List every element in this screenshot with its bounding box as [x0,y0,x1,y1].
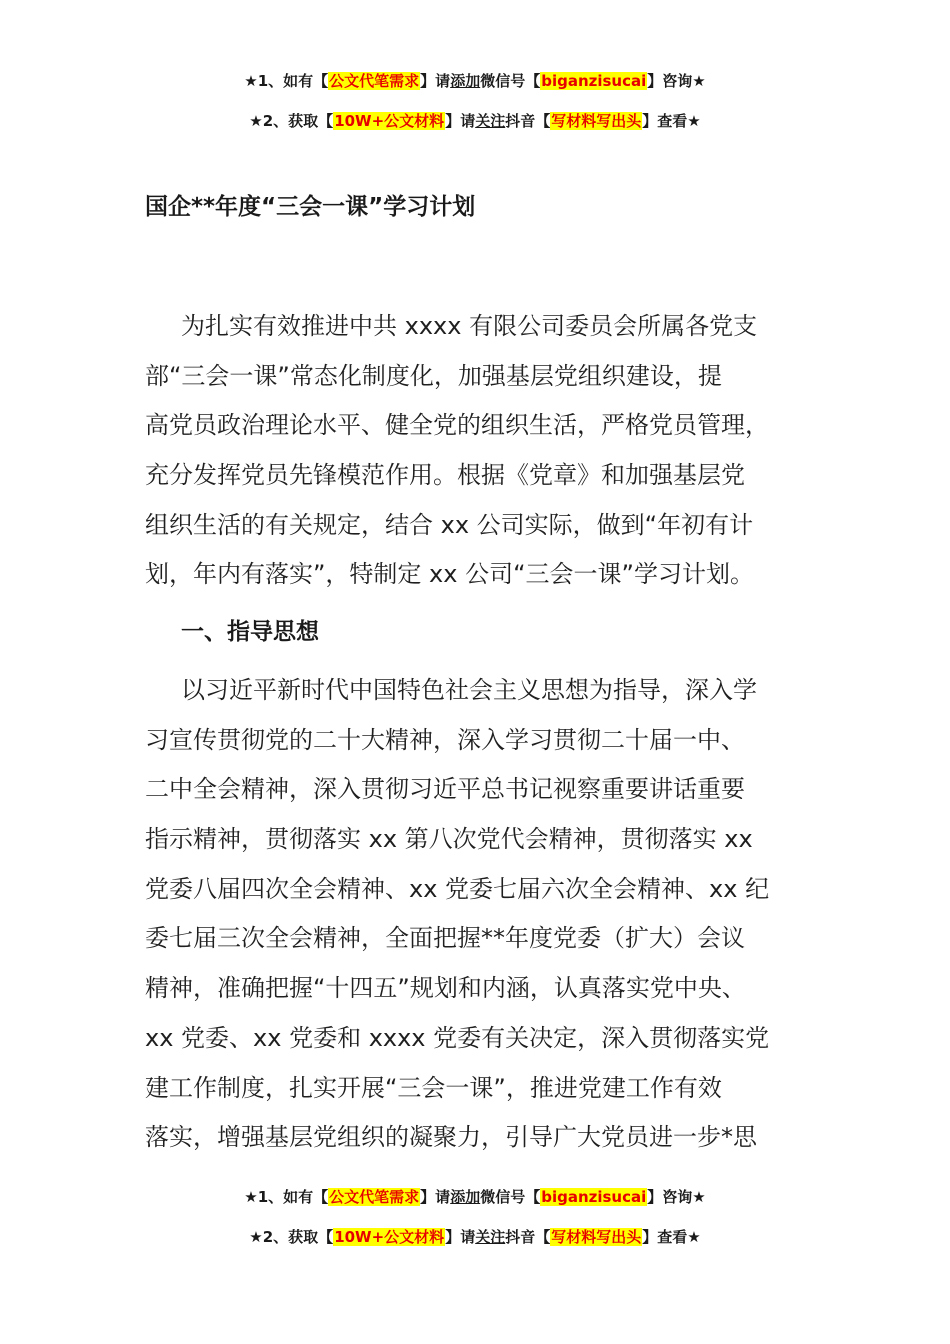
underlined-text: 添加 [450,1188,481,1206]
paragraph-line: 委七届三次全会精神，全面把握**年度党委（扩大）会议 [145,924,745,953]
highlighted-materials: 10W+公文材料 [334,112,445,130]
paragraph-line: 充分发挥党员先锋模范作用。根据《党章》和加强基层党 [145,461,745,490]
underlined-text: 关注 [475,1228,506,1246]
paragraph-line: 党委八届四次全会精神、xx 党委七届六次全会精神、xx 纪 [145,874,770,903]
wechat-id: biganzisucai [541,1188,647,1206]
paragraph-line: 精神，准确把握“十四五”规划和内涵，认真落实党中央、 [145,974,746,1003]
paragraph-line: 高党员政治理论水平、健全党的组织生活，严格党员管理， [145,411,769,440]
banner-text: 抖音【 [505,1228,551,1246]
document-title: 国企**年度“三会一课”学习计划 [145,194,476,220]
highlighted-service: 公文代笔需求 [329,72,420,90]
guiding-thought-paragraph [145,666,810,1163]
paragraph-line: 部“三会一课”常态化制度化，加强基层党组织建设，提 [145,361,722,390]
banner-text: 】咨询★ [647,72,706,90]
douyin-account: 写材料写出头 [551,112,642,130]
paragraph-line: 组织生活的有关规定，结合 xx 公司实际，做到“年初有计 [145,510,754,539]
section-heading-guiding-thought: 一、指导思想 [181,619,319,645]
highlighted-service: 公文代笔需求 [329,1188,420,1206]
banner-text: ★2、获取【 [249,112,334,130]
banner-text: 】请 [420,1188,451,1206]
banner-text: 】查看★ [642,112,701,130]
promo-banner-line-1 [0,1186,950,1208]
paragraph-line: 二中全会精神，深入贯彻习近平总书记视察重要讲话重要 [145,775,745,804]
highlighted-materials: 10W+公文材料 [334,1228,445,1246]
paragraph-line: xx 党委、xx 党委和 xxxx 党委有关决定，深入贯彻落实党 [145,1023,770,1052]
promo-banner-line-2 [0,1226,950,1248]
paragraph-line: 为扎实有效推进中共 xxxx 有限公司委员会所属各党支 [181,312,758,340]
banner-text: 抖音【 [505,112,551,130]
intro-paragraph [145,302,810,600]
banner-text: 】咨询★ [647,1188,706,1206]
banner-text: 】请 [420,72,451,90]
banner-text: 微信号【 [480,72,541,90]
paragraph-line: 落实，增强基层党组织的凝聚力，引导广大党员进一步*思 [145,1123,757,1152]
banner-text: ★1、如有【 [244,1188,329,1206]
underlined-text: 关注 [475,112,506,130]
banner-text: ★2、获取【 [249,1228,334,1246]
paragraph-line: 指示精神，贯彻落实 xx 第八次党代会精神，贯彻落实 xx [145,825,753,854]
banner-text: 】请 [445,1228,476,1246]
banner-text: ★1、如有【 [244,72,329,90]
promo-banner-line-2 [0,110,950,132]
paragraph-line: 以习近平新时代中国特色社会主义思想为指导，深入学 [181,676,757,704]
promo-banner-line-1 [0,70,950,92]
paragraph-line: 建工作制度，扎实开展“三会一课”，推进党建工作有效 [145,1073,722,1102]
underlined-text: 添加 [450,72,481,90]
douyin-account: 写材料写出头 [551,1228,642,1246]
banner-text: 】查看★ [642,1228,701,1246]
paragraph-line: 划，年内有落实”，特制定 xx 公司“三会一课”学习计划。 [145,560,754,589]
wechat-id: biganzisucai [541,72,647,90]
paragraph-line: 习宣传贯彻党的二十大精神，深入学习贯彻二十届一中、 [145,725,745,754]
banner-text: 】请 [445,112,476,130]
banner-text: 微信号【 [480,1188,541,1206]
